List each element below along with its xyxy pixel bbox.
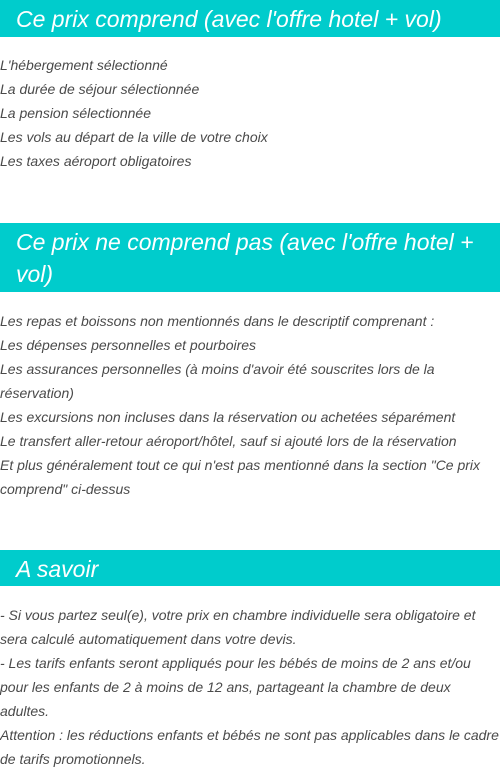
list-item: L'hébergement sélectionné — [0, 57, 168, 73]
list-item: La pension sélectionnée — [0, 105, 152, 121]
list-item: Attention : les réductions enfants et bébés ne sont pas applicables dans le cadre de tarifs promotionnels. — [0, 727, 499, 767]
list-item: Les excursions non incluses dans la réservation ou achetées séparément — [0, 409, 456, 425]
a-savoir-list — [0, 603, 500, 771]
list-item: La durée de séjour sélectionnée — [0, 81, 200, 97]
section-header-included: Ce prix comprend (avec l'offre hotel + vol) — [0, 0, 500, 37]
list-item: Les assurances personnelles (à moins d'avoir été souscrites lors de la réservation) — [0, 361, 435, 401]
list-item: Les taxes aéroport obligatoires — [0, 153, 192, 169]
list-item: - Si vous partez seul(e), votre prix en chambre individuelle sera obligatoire et sera calculé automatiquement dans votre devis. — [0, 607, 476, 647]
list-item: Le transfert aller-retour aéroport/hôtel, sauf si ajouté lors de la réservation — [0, 433, 457, 449]
not-included-list — [0, 309, 500, 501]
list-item: Les dépenses personnelles et pourboires — [0, 337, 257, 353]
included-list — [0, 53, 500, 173]
list-item: Les repas et boissons non mentionnés dans le descriptif comprenant : — [0, 313, 435, 329]
list-item: - Les tarifs enfants seront appliqués pour les bébés de moins de 2 ans et/ou pour les enfants de 2 à moins de 12 ans, partageant la chambre de deux adultes. — [0, 655, 471, 719]
section-header-a-savoir: A savoir — [0, 550, 500, 586]
list-item: Et plus généralement tout ce qui n'est pas mentionné dans la section "Ce prix comprend" ci-dessus — [0, 457, 481, 497]
section-header-not-included: Ce prix ne comprend pas (avec l'offre hotel + vol) — [0, 223, 500, 292]
list-item: Les vols au départ de la ville de votre choix — [0, 129, 268, 145]
